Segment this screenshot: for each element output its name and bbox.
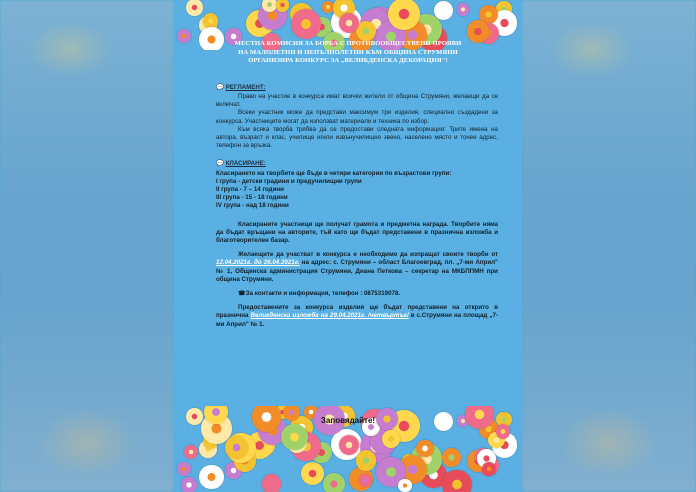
flower-decoration [262,474,282,492]
exhibition-paragraph [216,304,498,329]
poster [174,0,522,492]
flower-decoration [186,0,203,16]
flower-decoration [177,29,191,43]
ranking-group: II група - 7 – 14 години [216,186,284,194]
blurred-background-right [522,0,696,492]
flower-decoration [388,0,420,30]
ranking-group: I група - детски градини и предучилищни групи [216,177,362,185]
headline-line: ОРГАНИЗИРА КОНКУРС ЗА „ВЕЛИКДЕНСКА ДЕКОРАЦИЯ"! [248,57,448,65]
flower-decoration [177,462,191,476]
submission-text: Желаещите да участват в конкурса е необходимо да изпращат своите творби от [238,251,498,259]
regulation-title-text: РЕГЛАМЕНТ: [225,83,266,91]
awards-paragraph: Класираните участници ще получат грамота и предметна награда. Творбите няма да бъдат връщани на авторите, тъй като ще бъдат представени в празнична изложба и благотворителен базар. [216,220,498,245]
flower-decoration [339,13,359,33]
regulation-paragraph: Към всяка творба трябва да се предостави следната информация: Трите имена на автора, възраст и клас, училище и/или извънучилищно звено, населено място и точен адрес, телефон за връзка. [216,125,498,150]
regulation-paragraph: Право на участие в конкурса имат всички жители от община Струмяни, желаещи да се включат. [216,92,498,109]
headline-line: МЕСТНА КОМИСИЯ ЗА БОРБА С ПРОТИВООБЩЕСТВЕНИ ПРОЯВИ [234,40,462,47]
flower-decoration [482,462,496,476]
headline [194,40,502,66]
flower-decoration [181,477,197,492]
poster-text [194,40,502,329]
flower-decoration [184,445,199,460]
regulation-title [216,84,502,92]
flower-decoration [442,470,471,492]
flower-decoration [323,473,345,492]
flower-decoration [301,462,324,485]
headline-line: НА МАЛОЛЕТНИ И НЕПЪЛНОЛЕТНИ КЪМ ОБЩИНА СТРУМЯНИ [238,48,458,56]
flower-decoration [225,436,248,459]
ranking-group: IV група - над 18 години [216,202,289,210]
flower-decoration [199,465,224,490]
flower-decoration [356,450,377,471]
flower-decoration [281,424,307,450]
flower-decoration [382,430,400,448]
regulation-paragraph: Всеки участник може да представи максимум три изделия, специално създадени за конкурса. Участниците могат да използват материали и техника по избор. [216,109,498,125]
speech-bubble-icon: 💬 [216,83,224,91]
submission-text: на адрес: с. Струмяни – област Благоевград, пл. „7-ми Април" № 1, Общинска администрация Струмяни, Диана Петкова – секретар на МКБППМН при община Струмяни. [216,259,498,283]
flower-decoration [276,0,290,12]
flower-decoration [398,479,412,492]
flower-decoration [262,0,277,12]
flower-decoration [457,3,469,15]
flower-decoration [434,1,453,20]
flower-decoration [496,424,511,439]
closing-call: Заповядайте! [320,416,376,425]
contact-line [216,290,498,298]
submission-paragraph [216,251,498,284]
exhibition-text: Предоставените за конкурса изделия ще бъдат представени на открито в празнична [216,304,498,320]
flower-decoration [416,440,434,458]
flower-decoration [339,435,359,455]
submission-dates: 12.04.2021г. до 26.04.2021г. [216,259,300,267]
exhibition-text: в с.Струмяни на площад „7-ми Април" № 1. [216,312,499,328]
ranking-group: III група - 15 - 18 години [216,194,288,202]
speech-bubble-icon: 💬 [216,160,224,168]
contact-text: За контакти и информация, телефон : 0875319078. [245,290,401,298]
blurred-background-left [0,0,174,492]
ranking-intro: Класирането на творбите ще бъде в четири категории по възрастови групи: [216,169,452,177]
flower-decoration [291,9,321,39]
ranking-title [216,160,502,168]
phone-icon: ☎ [238,290,246,298]
exhibition-highlight: Великденска изложба на 29.04.2021г. /четвъртък/ [250,312,409,320]
ranking-title-text: КЛАСИРАНЕ: [225,160,266,168]
flower-decoration [442,448,461,467]
